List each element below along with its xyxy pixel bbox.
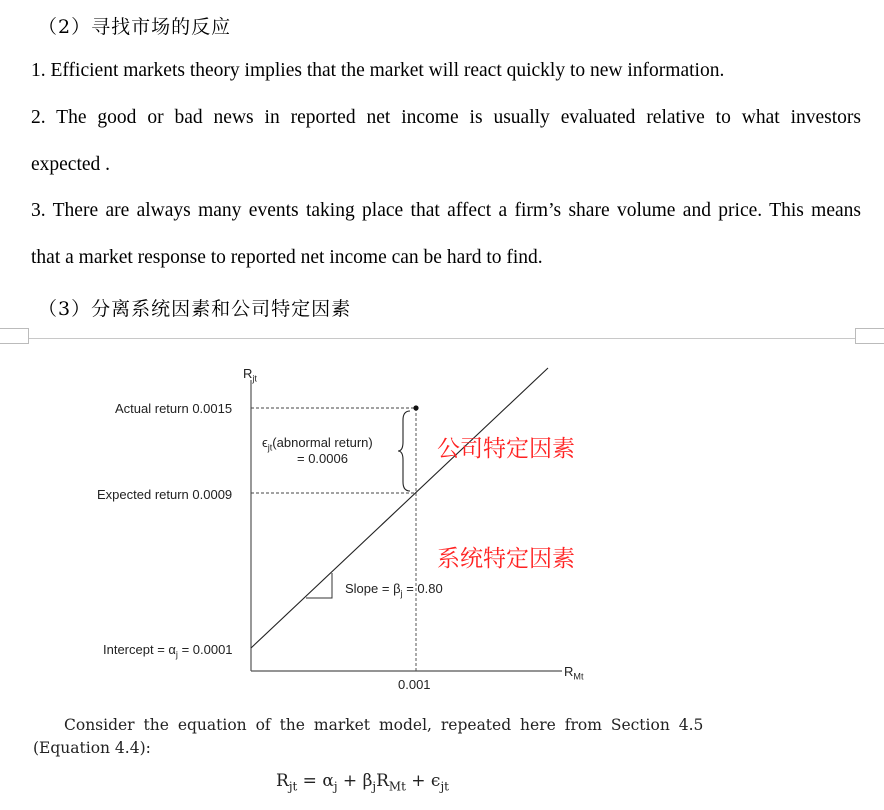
- book-paragraph-cont: (Equation 4.4):: [33, 739, 151, 757]
- systematic-annotation: 系统特定因素: [437, 546, 575, 572]
- point-3: 3. There are always many events taking place that affect a firm’s share volume and price. This means: [31, 200, 861, 221]
- section-heading-2: （2）寻找市场的反应: [38, 16, 232, 38]
- x-tick-label: 0.001: [398, 677, 431, 692]
- abnormal-return-value: = 0.0006: [297, 451, 348, 466]
- x-axis-label: $R_{Mt}$: [564, 664, 584, 682]
- market-model-equation: $R_{jt} = \alpha_j + \beta_jR_{Mt} + \epsilon_{jt}$: [276, 771, 449, 794]
- book-paragraph: Consider the equation of the market model, repeated here from Section 4.5: [64, 716, 704, 734]
- intercept-label: Intercept = $\alpha_j = 0.0001$: [103, 642, 233, 660]
- point-3-cont: that a market response to reported net income can be hard to find.: [31, 247, 543, 268]
- point-2: 2. The good or bad news in reported net income is usually evaluated relative to what investors: [31, 107, 861, 128]
- actual-return-label: Actual return 0.0015: [115, 401, 233, 416]
- slope-label: Slope = $\beta_j = 0.80$: [345, 581, 443, 599]
- point-1: 1. Efficient markets theory implies that the market will react quickly to new information.: [31, 60, 725, 81]
- section-heading-3: （3）分离系统因素和公司特定因素: [38, 298, 352, 320]
- point-2-cont: expected .: [31, 154, 111, 175]
- firm-specific-annotation: 公司特定因素: [437, 436, 575, 462]
- expected-return-label: Expected return 0.0009: [97, 487, 233, 502]
- abnormal-return-label: $\epsilon_{jt}(abnormal$ return): [262, 435, 373, 453]
- y-axis-label: $R_{jt}$: [243, 366, 257, 384]
